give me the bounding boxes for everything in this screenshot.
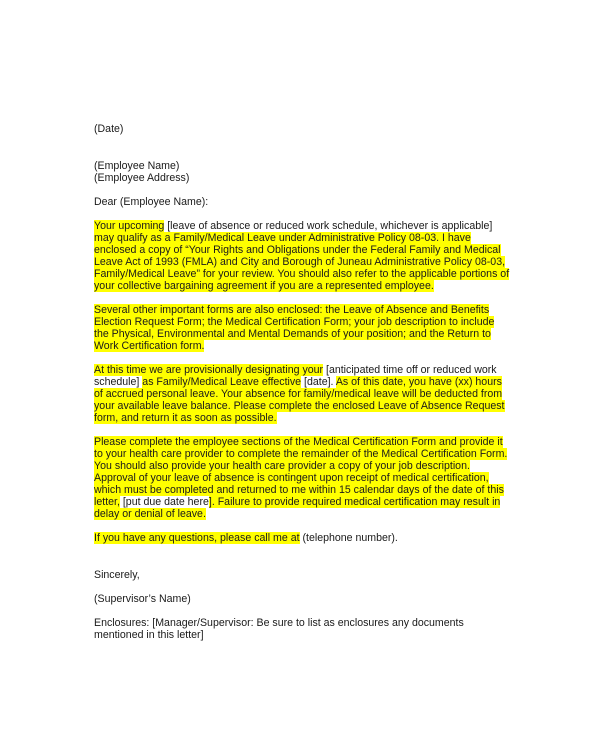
employee-name: (Employee Name) bbox=[94, 160, 180, 172]
p5-highlight: If you have any questions, please call me at bbox=[94, 532, 300, 544]
p4-highlight-a: Please complete the employee sections of the Medical Certification Form and provide it to your health care provider to complete the remainder of the Medical Certification Form. You should also provide your health care provider a copy of your job description. Approval of your leave of absence is contingent upon receipt of medical certification, which must be completed and returned to me within 15 calendar days of the date of this letter, bbox=[94, 436, 508, 508]
p3-highlight-e: As of this date, you have (xx) hours of accrued personal leave. Your absence for family/medical leave will be deducted from your available leave balance. Please complete the enclosed Leave of Absence Request form, and return it as soon as possible. bbox=[94, 376, 505, 424]
date-line: (Date) bbox=[94, 123, 124, 135]
p5-telephone: (telephone number). bbox=[299, 532, 398, 544]
paragraph-designation bbox=[94, 364, 512, 424]
paragraph-questions bbox=[94, 532, 512, 544]
p3-highlight-c: as Family/Medical Leave effective bbox=[142, 376, 302, 388]
letter-body bbox=[94, 123, 512, 641]
salutation: Dear (Employee Name): bbox=[94, 196, 209, 208]
p1-highlight-a: Your upcoming bbox=[94, 220, 165, 232]
paragraph-forms bbox=[94, 304, 512, 352]
enclosures-note: Enclosures: [Manager/Supervisor: Be sure to list as enclosures any documents mentioned in this letter] bbox=[94, 617, 464, 641]
p3-placeholder-date: [date]. bbox=[301, 376, 336, 388]
supervisor-name: (Supervisor’s Name) bbox=[94, 593, 191, 605]
p1-placeholder: [leave of absence or reduced work schedule, whichever is applicable] bbox=[164, 220, 493, 232]
paragraph-eligibility bbox=[94, 220, 512, 292]
paragraph-certification bbox=[94, 436, 512, 520]
p1-highlight-c: may qualify as a Family/Medical Leave under Administrative Policy 08-03. I have enclosed a copy of “Your Rights and Obligations under the Federal Family and Medical Leave Act of 1993 (FMLA) and City and Borough of Juneau Administrative Policy 08-03, Family/Medical Leave” for your review. You should also refer to the applicable portions of your collective bargaining agreement if you are a represented employee. bbox=[94, 232, 510, 292]
closing: Sincerely, bbox=[94, 569, 140, 581]
p4-highlight-c: ]. Failure to provide required medical certification may result in delay or denial of leave. bbox=[94, 496, 501, 520]
p3-placeholder-schedule: [anticipated time off or reduced work schedule] bbox=[94, 364, 497, 388]
p4-placeholder-due-date: [put due date here bbox=[119, 496, 209, 508]
p3-highlight-a: At this time we are provisionally designating your bbox=[94, 364, 324, 376]
p2-highlight: Several other important forms are also enclosed: the Leave of Absence and Benefits Election Request Form; the Medical Certification Form; your job description to include the Physical, Environmental and Mental Demands of your position; and the Return to Work Certification form. bbox=[94, 304, 495, 352]
employee-address: (Employee Address) bbox=[94, 172, 190, 184]
